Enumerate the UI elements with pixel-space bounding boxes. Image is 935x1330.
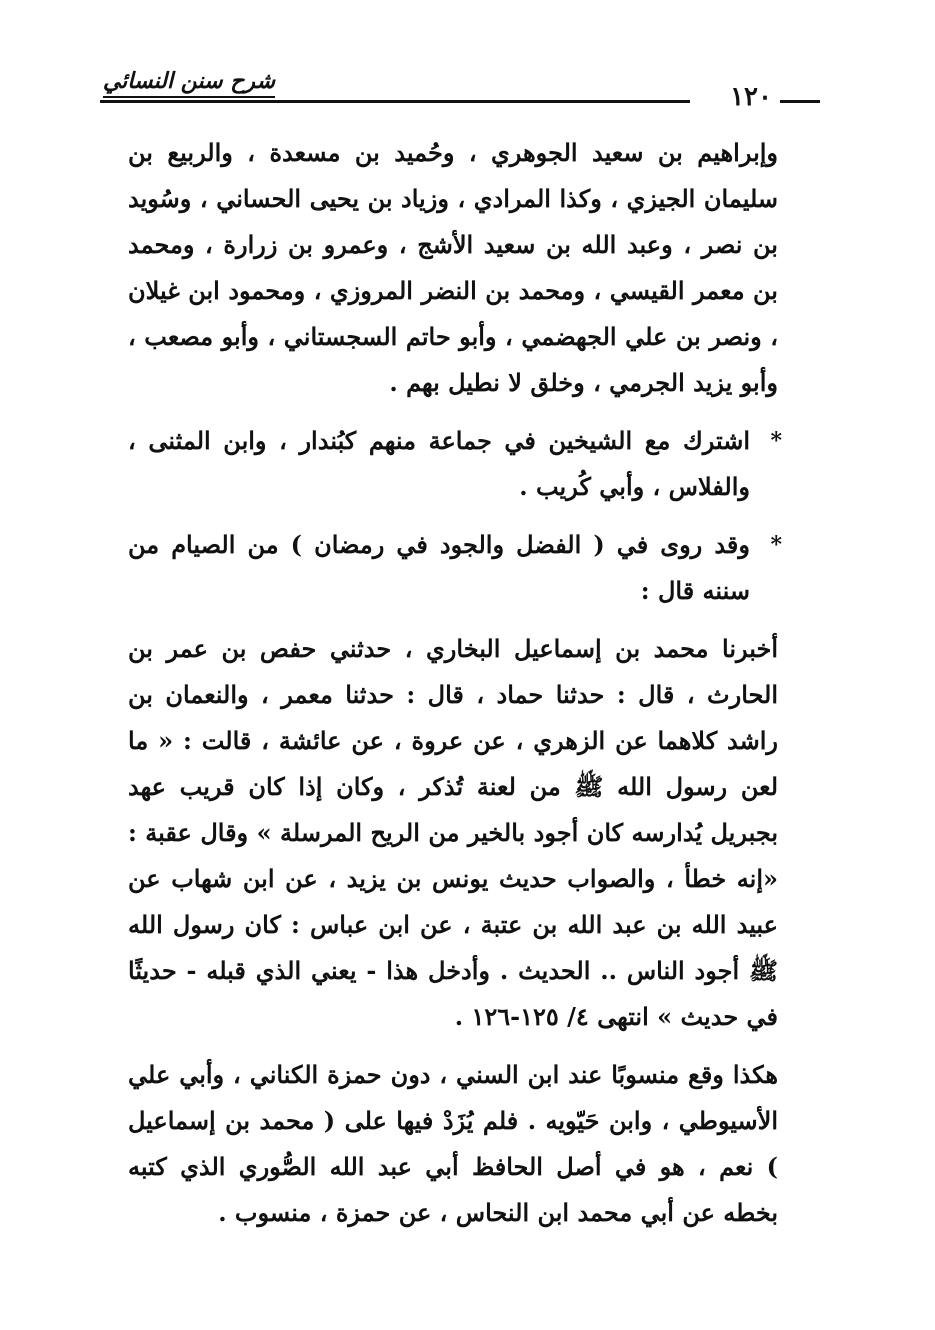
paragraph-hadith: أخبرنا محمد بن إسماعيل البخاري ، حدثني حفص بن عمر بن الحارث ، قال : حدثنا حماد ، قال : حدثنا معمر ، والنعمان بن راشد كلاهما عن الزهري ، عن عروة ، عن عائشة ، قالت : « ما لعن رسول الله ﷺ من لعنة تُذكر ، وكان إذا كان قريب عهد بجبريل يُدارسه كان أجود بالخير من الريح المرسلة » وقال عقبة : «إنه خطأ ، والصواب حديث يونس بن يزيد ، عن ابن شهاب عن عبيد الله بن عبد الله بن عتبة ، عن ابن عباس : كان رسول الله ﷺ أجود الناس .. الحديث . وأدخل هذا - يعني الذي قبله - حديثًا في حديث » انتهى ٤/ ١٢٥-١٢٦ . [128,634,778,1031]
page-header [100,60,820,120]
paragraph-shared-shaykhs [128,418,782,510]
running-title: شرح سنن النسائي [103,68,275,98]
paragraph-text: اشترك مع الشيخين في جماعة منهم كبُندار ، وابن المثنى ، والفلاس ، وأبي كُريب . [128,426,750,501]
asterisk-bullet: * [770,428,782,454]
paragraph-commentary: هكذا وقع منسوبًا عند ابن السني ، دون حمزة الكناني ، وأبي علي الأسيوطي ، وابن حَيّويه . فلم يُزَدْ فيها على ( محمد بن إسماعيل ) نعم ، هو في أصل الحافظ أبي عبد الله الصُّوري الذي كتبه بخطه عن أبي محمد ابن النحاس ، عن حمزة ، منسوب . [128,1060,778,1227]
body-text [128,130,782,1236]
asterisk-bullet: * [770,532,782,558]
paragraph-narrators: وإبراهيم بن سعيد الجوهري ، وحُميد بن مسعدة ، والربيع بن سليمان الجيزي ، وكذا المرادي ، وزياد بن يحيى الحساني ، وسُويد بن نصر ، وعبد الله بن سعيد الأشج ، وعمرو بن زرارة ، ومحمد بن معمر القيسي ، ومحمد بن النضر المروزي ، ومحمود ابن غيلان ، ونصر بن علي الجهضمي ، وأبو حاتم السجستاني ، وأبو مصعب ، وأبو يزيد الجرمي ، وخلق لا نطيل بهم . [128,138,779,397]
page-number: ١٢٠ [730,82,772,112]
header-dash [780,100,820,103]
paragraph-text: وقد روى في ( الفضل والجود في رمضان ) من الصيام من سننه قال : [128,530,750,605]
paragraph-narration-intro [128,522,782,614]
header-rule [100,100,690,103]
